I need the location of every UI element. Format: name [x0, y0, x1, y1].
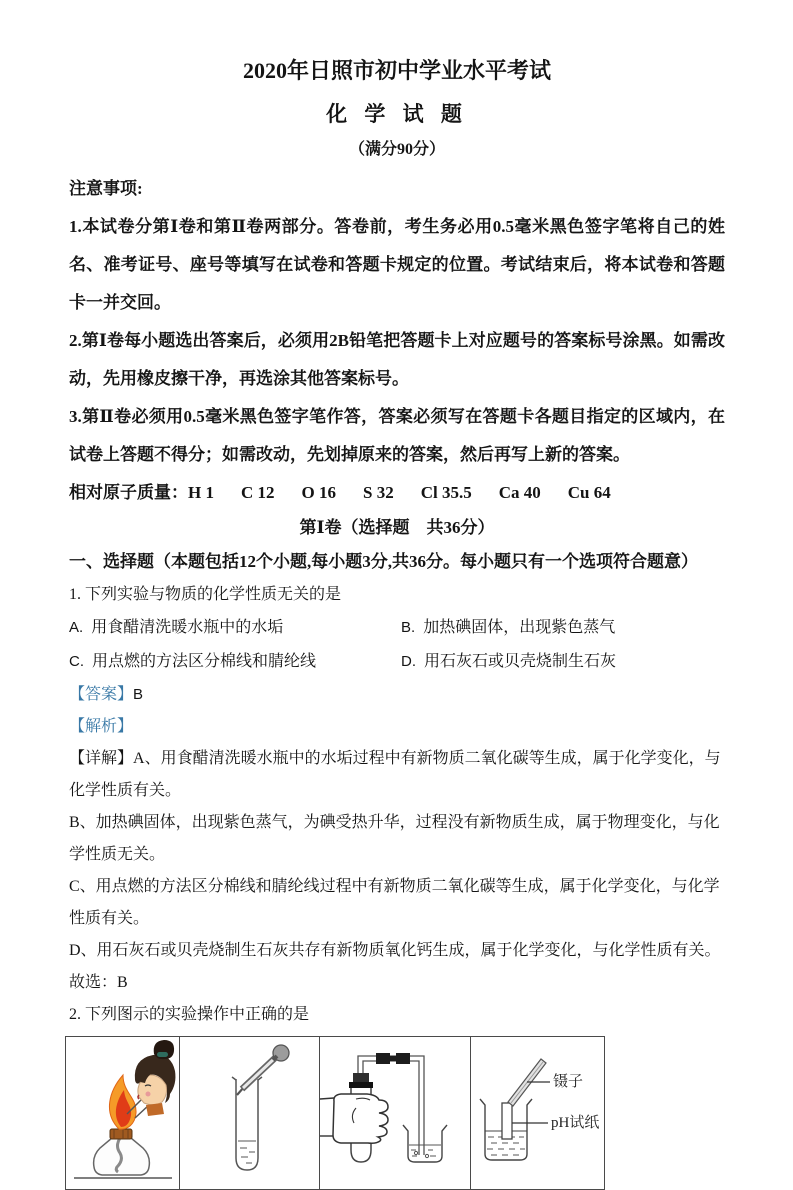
option-letter: C. — [69, 653, 84, 670]
answer-value: B — [133, 686, 144, 703]
question-1-block — [69, 579, 725, 999]
option-text: 加热碘固体，出现紫色蒸气 — [423, 619, 616, 636]
dropper-test-tube-icon — [180, 1037, 319, 1189]
option-text: 用石灰石或贝壳烧制生石灰 — [424, 653, 617, 670]
option-letter: A. — [69, 619, 84, 636]
fist — [333, 1094, 388, 1143]
atomic-mass-item: H 1 — [188, 483, 214, 502]
detail-label: 【详解】 — [69, 750, 134, 767]
page-title: 2020年日照市初中学业水平考试 — [242, 58, 551, 83]
q1-options — [69, 611, 725, 679]
figure-blow-out-alcohol-lamp — [65, 1036, 180, 1190]
detail-text: A、用食醋清洗暖水瓶中的水垢过程中有新物质二氧化碳等生成，属于化学变化，与化学性质有关。 — [69, 750, 721, 799]
notice-item-2: 2.第Ⅰ卷每小题选出答案后，必须用2B铅笔把答题卡上对应题号的答案标号涂黑。如需改动，先用橡皮擦干净，再选涂其他答案标号。 — [69, 331, 725, 388]
girl-collar — [146, 1103, 164, 1116]
bubble — [414, 1151, 417, 1154]
atomic-mass-prefix: 相对原子质量： — [69, 483, 188, 502]
notice-heading: 注意事项: — [69, 179, 143, 198]
q1-detail-line-c: C、用点燃的方法区分棉线和腈纶线过程中有新物质二氧化碳等生成，属于化学变化，与化学性质有关。 — [69, 878, 720, 927]
ph-test-strip — [502, 1103, 512, 1139]
ph-paper-label: pH试纸 — [551, 1115, 600, 1131]
part1-header: 第Ⅰ卷（选择题 共36分） — [299, 518, 495, 537]
gas-tightness-icon — [320, 1037, 470, 1189]
lamp-cap — [110, 1129, 132, 1139]
q2-figure-row — [65, 1036, 725, 1190]
atomic-mass-item: Cu 64 — [567, 483, 611, 502]
option-text: 用食醋清洗暖水瓶中的水垢 — [91, 619, 284, 636]
q1-option-d — [401, 645, 725, 679]
q1-detail-line-d: D、用石灰石或贝壳烧制生石灰共存有新物质氧化钙生成，属于化学变化，与化学性质有关。 — [69, 942, 721, 959]
bubble — [425, 1154, 428, 1157]
q1-conclusion: 故选：B — [69, 974, 128, 991]
atomic-mass-item: C 12 — [240, 483, 275, 502]
atomic-mass-item: O 16 — [301, 483, 336, 502]
q1-option-a — [69, 611, 401, 645]
notice-item-3: 3.第Ⅱ卷必须用0.5毫米黑色签字笔作答，答案必须写在答题卡各题目指定的区域内，在试卷上答题不得分；如需改动，先划掉原来的答案，然后再写上新的答案。 — [69, 407, 725, 464]
q1-option-c — [69, 645, 401, 679]
q1-option-b — [401, 611, 725, 645]
rubber-connector — [376, 1053, 390, 1064]
q1-analysis-line — [69, 711, 725, 743]
q1-stem: 1. 下列实验与物质的化学性质无关的是 — [69, 586, 342, 603]
analysis-label: 【解析】 — [69, 718, 134, 735]
q1-detail-line-b: B、加热碘固体，出现紫色蒸气，为碘受热升华，过程没有新物质生成，属于物理变化，与化学性质无关。 — [69, 814, 720, 863]
answer-label: 【答案】 — [69, 686, 134, 703]
ph-paper-beaker-icon — [471, 1037, 604, 1189]
q2-stem: 2. 下列图示的实验操作中正确的是 — [69, 1006, 310, 1023]
q1-detail-line-a — [69, 743, 725, 807]
tweezers-label: 镊子 — [553, 1074, 584, 1090]
question-2-block — [69, 999, 725, 1031]
atomic-mass-item: Ca 40 — [498, 483, 541, 502]
figure-dropper-in-test-tube — [179, 1036, 320, 1190]
page-subtitle: 化 学 试 题 — [326, 102, 468, 126]
figure-ph-paper-in-beaker — [470, 1036, 605, 1190]
atomic-mass-item: S 32 — [363, 483, 394, 502]
notice-section — [69, 170, 725, 474]
full-score-note: （满分90分） — [348, 141, 445, 158]
girl-blush — [146, 1092, 151, 1097]
option-letter: D. — [401, 653, 416, 670]
notice-item-1: 1.本试卷分第Ⅰ卷和第Ⅱ卷两部分。答卷前，考生务必用0.5毫米黑色签字笔将自己的姓名、准考证号、座号等填写在试卷和答题卡规定的位置。考试结束后，将本试卷和答题卡一并交回。 — [69, 217, 725, 312]
stopper-flange — [349, 1082, 373, 1088]
atomic-mass-item: Cl 35.5 — [420, 483, 472, 502]
section1-intro: 一、选择题（本题包括12个小题,每小题3分,共36分。每小题只有一个选项符合题意） — [69, 552, 698, 571]
hair-tie — [157, 1052, 168, 1057]
option-text: 用点燃的方法区分棉线和腈纶线 — [92, 653, 317, 670]
rubber-connector — [396, 1053, 410, 1064]
relative-atomic-mass-line — [69, 474, 725, 511]
figure-gas-tightness-check — [319, 1036, 471, 1190]
alcohol-lamp-blowing-icon — [66, 1037, 179, 1189]
q1-answer-line — [69, 679, 725, 711]
option-letter: B. — [401, 619, 416, 636]
